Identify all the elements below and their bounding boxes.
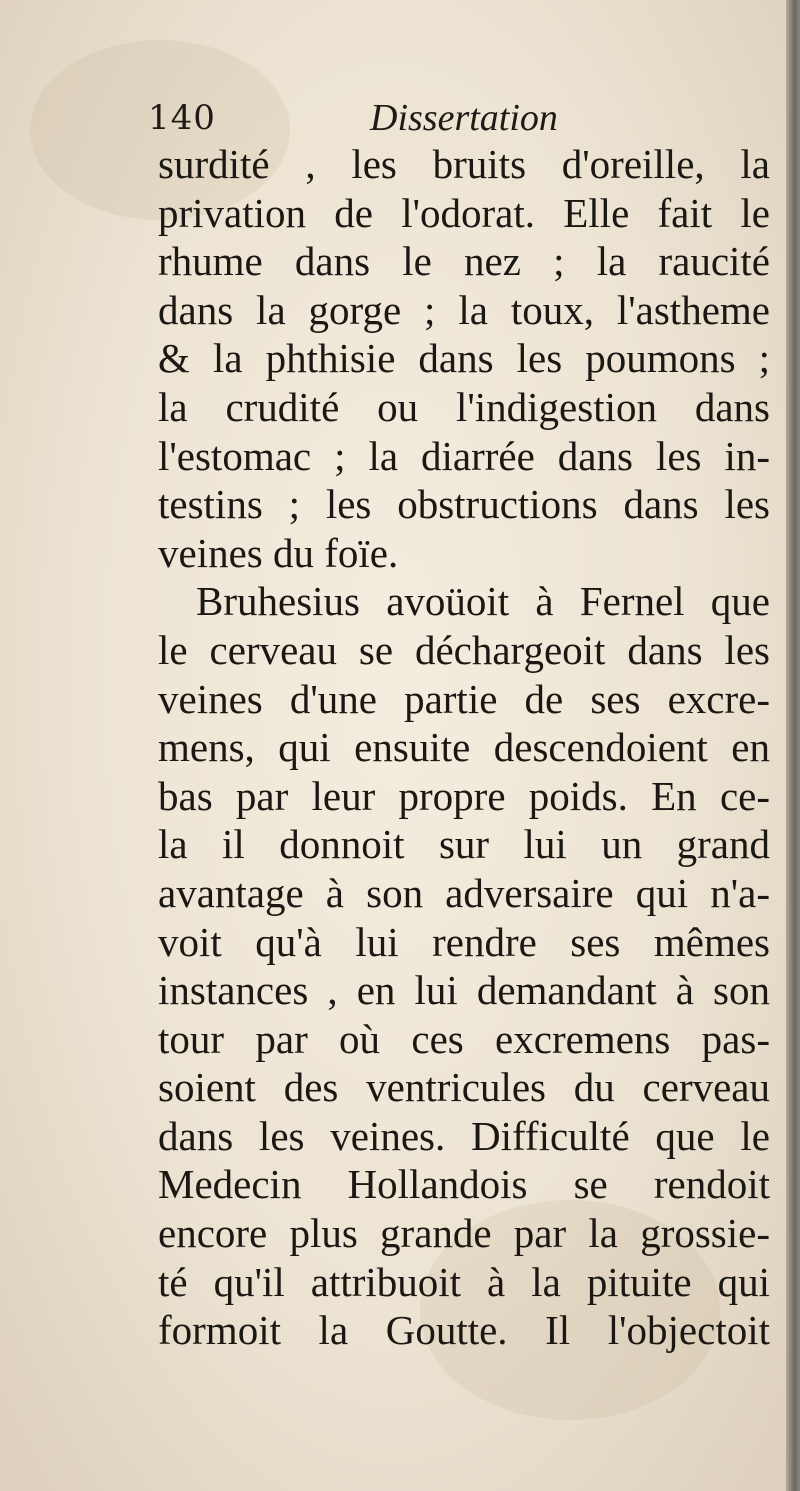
text-line: soient des ventricules du cerveau [158,1064,770,1111]
text-line: tour par où ces excremens pas- [158,1015,770,1062]
text-line: Medecin Hollandois se rendoit [158,1161,770,1208]
text-line: instances , en lui demandant à son [158,967,770,1014]
text-line: mens, qui ensuite descendoient en [158,724,770,771]
body-text [158,140,770,1355]
text-line: Bruhesius avoüoit à Fernel que [196,578,770,625]
text-line: le cerveau se déchargeoit dans les [158,626,770,673]
text-line: la crudité ou l'indigestion dans [158,383,770,430]
running-head: Dissertation [370,97,558,139]
text-line: dans les veines. Difficulté que le [158,1112,770,1159]
text-line: voit qu'à lui rendre ses mêmes [158,918,770,965]
text-line: formoit la Goutte. Il l'objectoit [158,1307,770,1354]
text-line: avantage à son adversaire qui n'a- [158,869,770,916]
text-line: & la phthisie dans les poumons ; [158,335,770,382]
text-line: surdité , les bruits d'oreille, la [158,141,770,187]
text-line: bas par leur propre poids. En ce- [158,772,770,819]
text-line: privation de l'odorat. Elle fait le [158,189,770,236]
text-line: veines du foïe. [158,529,399,576]
text-line: la il donnoit sur lui un grand [158,821,770,868]
page-number: 140 [148,98,216,138]
text-line: l'estomac ; la diarrée dans les in- [158,432,770,479]
text-line: veines d'une partie de ses excre- [158,675,770,722]
text-line: té qu'il attribuoit à la pituite qui [158,1258,770,1305]
text-line: encore plus grande par la grossie- [158,1210,770,1257]
book-gutter [786,0,800,1491]
paragraph-1 [158,140,770,577]
text-line: testins ; les obstructions dans les [158,481,770,528]
page-header [148,96,768,146]
paragraph-2 [158,577,770,1355]
text-line: rhume dans le nez ; la raucité [158,238,770,285]
text-line: dans la gorge ; la toux, l'astheme [158,286,770,333]
